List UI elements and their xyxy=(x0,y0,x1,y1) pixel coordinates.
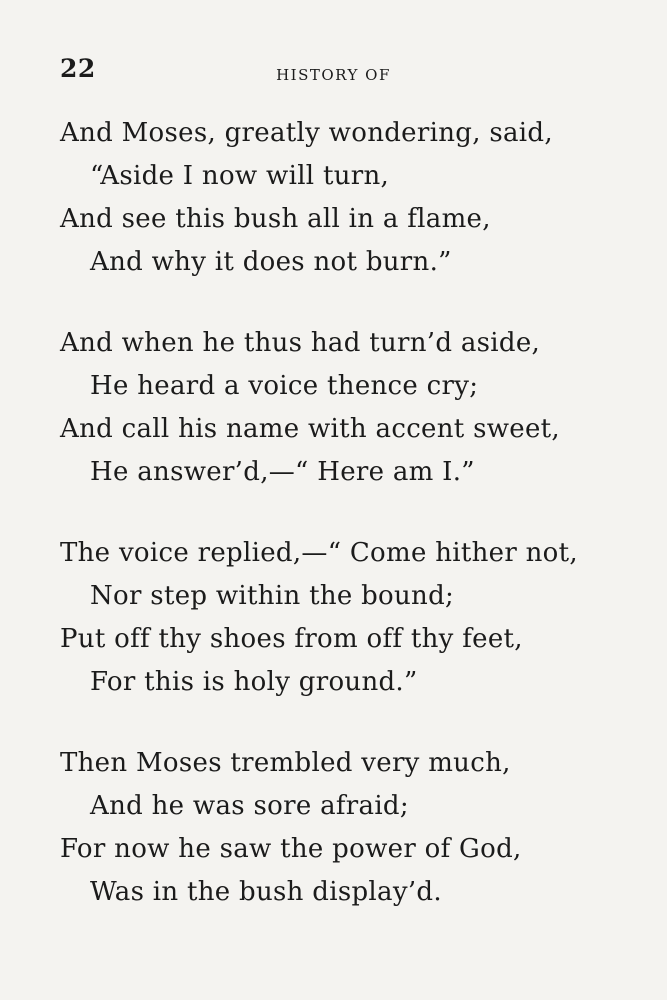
stanza-3 xyxy=(60,532,650,704)
poem-line: For now he saw the power of God, xyxy=(60,834,522,864)
poem-line: Then Moses trembled very much, xyxy=(60,748,511,778)
poem-line: And when he thus had turn’d aside, xyxy=(60,328,541,358)
poem-line: And call his name with accent sweet, xyxy=(60,414,560,444)
poem-line: And Moses, greatly wondering, said, xyxy=(60,118,553,148)
poem-line: The voice replied,—“ Come hither not, xyxy=(60,538,578,568)
poem xyxy=(60,112,650,952)
poem-line: Nor step within the bound; xyxy=(90,581,455,611)
poem-line: For this is holy ground.” xyxy=(90,667,418,697)
poem-line: And he was sore afraid; xyxy=(90,791,409,821)
poem-line: And see this bush all in a flame, xyxy=(60,204,491,234)
page-number: 22 xyxy=(60,54,96,83)
poem-line: He heard a voice thence cry; xyxy=(90,371,479,401)
stanza-2 xyxy=(60,322,650,494)
poem-line: Was in the bush display’d. xyxy=(90,877,442,907)
poem-line: He answer’d,—“ Here am I.” xyxy=(90,457,475,487)
stanza-4 xyxy=(60,742,650,914)
poem-line: Put off thy shoes from off thy feet, xyxy=(60,624,523,654)
poem-line: And why it does not burn.” xyxy=(90,247,452,277)
running-head: HISTORY OF xyxy=(276,66,391,84)
stanza-1 xyxy=(60,112,650,284)
poem-line: “Aside I now will turn, xyxy=(90,161,390,191)
